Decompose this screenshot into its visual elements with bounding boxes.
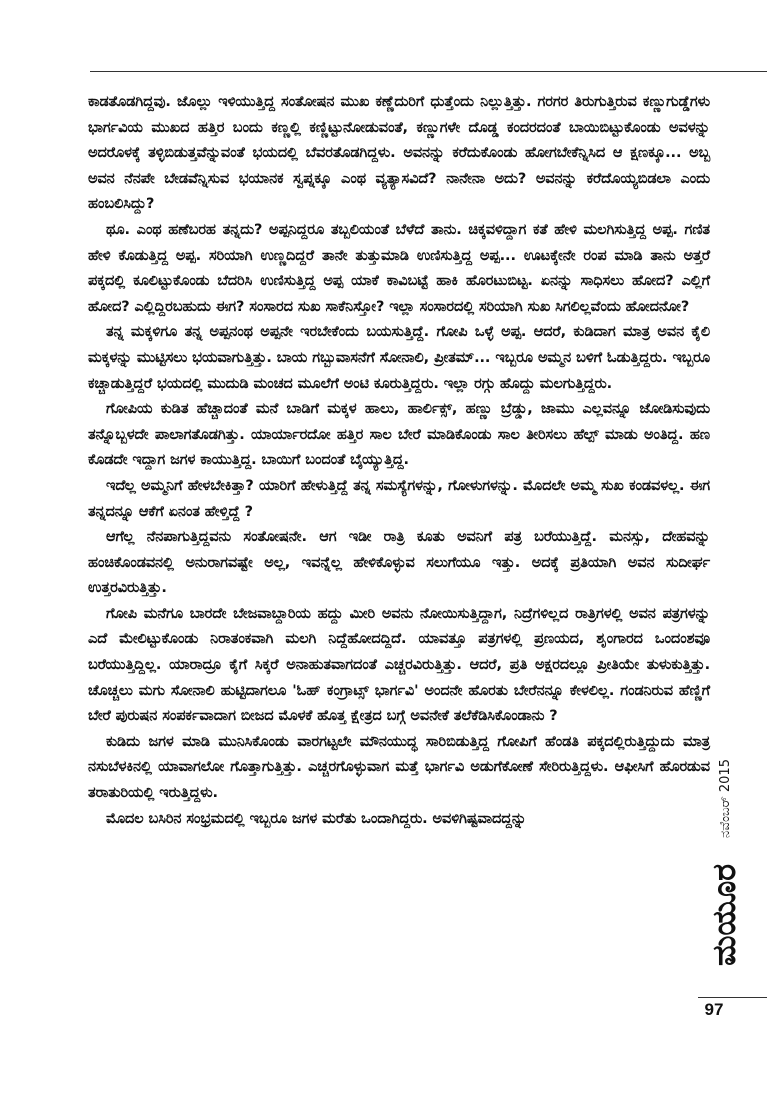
paragraph: ಕುಡಿದು ಜಗಳ ಮಾಡಿ ಮುನಿಸಿಕೊಂಡು ವಾರಗಟ್ಟಲೇ ಮೌನಯುದ್ಧ ಸಾರಿಬಿಡುತ್ತಿದ್ದ ಗೋಪಿಗೆ ಹೆಂಡತಿ ಪಕ್ಕದಲ್ಲಿರುತ್ತಿದ್ದುದು ಮಾತ್ರ ನಸುಬೆಳಕಿನಲ್ಲಿ ಯಾವಾಗಲೋ ಗೊತ್ತಾಗುತ್ತಿತ್ತು. ಎಚ್ಚರಗೊಳ್ಳುವಾಗ ಮತ್ತೆ ಭಾರ್ಗವಿ ಅಡುಗೆಕೋಣೆ ಸೇರಿರುತ್ತಿದ್ದಳು. ಆಫೀಸಿಗೆ ಹೊರಡುವ ತರಾತುರಿಯಲ್ಲಿ ಇರುತ್ತಿದ್ದಳು. (88, 733, 710, 802)
paragraph: ತನ್ನ ಮಕ್ಕಳಿಗೂ ತನ್ನ ಅಪ್ಪನಂಥ ಅಪ್ಪನೇ ಇರಬೇಕೆಂದು ಬಯಸುತ್ತಿದ್ದೆ. ಗೋಪಿ ಒಳ್ಳೆ ಅಪ್ಪ. ಆದರೆ, ಕುಡಿದಾಗ ಮಾತ್ರ ಅವನ ಕೈಲಿ ಮಕ್ಕಳನ್ನು ಮುಟ್ಟಿಸಲು ಭಯವಾಗುತ್ತಿತ್ತು. ಬಾಯ ಗಬ್ಬುವಾಸನೆಗೆ ಸೋನಾಲಿ, ಪ್ರೀತಮ್... ಇಬ್ಬರೂ ಅಮ್ಮನ ಬಳಿಗೆ ಓಡುತ್ತಿದ್ದರು. ಇಬ್ಬರೂ ಕಚ್ಚಾಡುತ್ತಿದ್ದರೆ ಭಯದಲ್ಲಿ ಮುದುಡಿ ಮಂಚದ ಮೂಲೆಗೆ ಅಂಟಿ ಕೂರುತ್ತಿದ್ದರು. ಇಲ್ಲಾ ರಗ್ಗು ಹೊದ್ದು ಮಲಗುತ್ತಿದ್ದರು. (88, 324, 710, 392)
paragraph: ಮೊದಲ ಬಸಿರಿನ ಸಂಭ್ರಮದಲ್ಲಿ ಇಬ್ಬರೂ ಜಗಳ ಮರೆತು ಒಂದಾಗಿದ್ದರು. ಅವಳಿಗಿಷ್ಟವಾದದ್ದನ್ನು (106, 810, 527, 827)
paragraph: ಗೋಪಿ ಮನೆಗೂ ಬಾರದೇ ಬೇಜವಾಬ್ದಾರಿಯ ಹದ್ದು ಮೀರಿ ಅವನು ನೋಯಿಸುತ್ತಿದ್ದಾಗ, ನಿದ್ರೆಗಳಿಲ್ಲದ ರಾತ್ರಿಗಳಲ್ಲಿ ಅವನ ಪತ್ರಗಳನ್ನು ಎದೆ ಮೇಲಿಟ್ಟುಕೊಂಡು ನಿರಾತಂಕವಾಗಿ ಮಲಗಿ ನಿದ್ದೆಹೋದದ್ದಿದೆ. ಯಾವತ್ತೂ ಪತ್ರಗಳಲ್ಲಿ ಪ್ರಣಯದ, ಶೃಂಗಾರದ ಒಂದಂಶವೂ ಬರೆಯುತ್ತಿದ್ದಿಲ್ಲ. ಯಾರಾದ್ರೂ ಕೈಗೆ ಸಿಕ್ಕರೆ ಅನಾಹುತವಾಗದಂತೆ ಎಚ್ಚರವಿರುತ್ತಿತ್ತು. ಆದರೆ, ಪ್ರತಿ ಅಕ್ಷರದಲ್ಲೂ ಪ್ರೀತಿಯೇ ತುಳುಕುತ್ತಿತ್ತು. ಚೊಚ್ಚಲು ಮಗು ಸೋನಾಲಿ ಹುಟ್ಟಿದಾಗಲೂ 'ಓಹ್ ಕಂಗ್ರಾಟ್ಸ್ ಭಾರ್ಗವಿ' ಅಂದನೇ ಹೊರತು ಬೇರೆನನ್ನೂ ಕೇಳಲಿಲ್ಲ. ಗಂಡನಿರುವ ಹೆಣ್ಣಿಗೆ ಬೇರೆ ಪುರುಷನ ಸಂಪರ್ಕವಾದಾಗ ಬೀಜದ ಮೊಳಕೆ ಹೊತ್ತ ಕ್ಷೇತ್ರದ ಬಗ್ಗೆ ಅವನೇಕೆ ತಲೆಕೆಡಿಸಿಕೊಂಡಾನು ? (88, 605, 710, 725)
footer-rule (698, 997, 767, 998)
header-rule (90, 71, 767, 72)
paragraph: ಕಾಡತೊಡಗಿದ್ದವು. ಜೊಲ್ಲು ಇಳಿಯುತ್ತಿದ್ದ ಸಂತೋಷನ ಮುಖ ಕಣ್ಣೆದುರಿಗೆ ಧುತ್ತೆಂದು ನಿಲ್ಲುತ್ತಿತ್ತು. ಗರಗರ ತಿರುಗುತ್ತಿರುವ ಕಣ್ಣುಗುಡ್ಡೆಗಳು ಭಾರ್ಗವಿಯ ಮುಖದ ಹತ್ತಿರ ಬಂದು ಕಣ್ಣಲ್ಲಿ ಕಣ್ಣಿಟ್ಟುನೋಡುವಂತೆ, ಕಣ್ಣುಗಳೇ ದೊಡ್ಡ ಕಂದರದಂತೆ ಬಾಯಿಬಿಟ್ಟುಕೊಂಡು ಅವಳನ್ನು ಅದರೊಳಕ್ಕೆ ತಳ್ಳಿಬಿಡುತ್ತವೆನ್ನುವಂತೆ ಭಯದಲ್ಲಿ ಬೆವರತೊಡಗಿದ್ದಳು. ಅವನನ್ನು ಕರೆದುಕೊಂಡು ಹೋಗಬೇಕೆನ್ನಿಸಿದ ಆ ಕ್ಷಣಕ್ಕೂ... ಅಬ್ಬ ಅವನ ನೆನಪೇ ಬೇಡವೆನ್ನಿಸುವ ಭಯಾನಕ ಸ್ವಪ್ನಕ್ಕೂ ಎಂಥ ವ್ಯತ್ಯಾಸವಿದೆ? ನಾನೇನಾ ಅದು? ಅವನನ್ನು ಕರೆದೊಯ್ಯಬಿಡಲಾ ಎಂದು ಹಂಬಲಿಸಿದ್ದು? (88, 94, 710, 213)
paragraph: ಆಗೆಲ್ಲ ನೆನಪಾಗುತ್ತಿದ್ದವನು ಸಂತೋಷನೇ. ಆಗ ಇಡೀ ರಾತ್ರಿ ಕೂತು ಅವನಿಗೆ ಪತ್ರ ಬರೆಯುತ್ತಿದ್ದೆ. ಮನಸ್ಸು, ದೇಹವನ್ನು ಹಂಚಿಕೊಂಡವನಲ್ಲಿ ಅನುರಾಗವಷ್ಟೇ ಅಲ್ಲ, ಇವನ್ನೆಲ್ಲ ಹೇಳಿಕೊಳ್ಳುವ ಸಲುಗೆಯೂ ಇತ್ತು. ಅದಕ್ಕೆ ಪ್ರತಿಯಾಗಿ ಅವನ ಸುದೀರ್ಘ ಉತ್ತರವಿರುತ್ತಿತ್ತು. (88, 529, 710, 597)
magazine-name: ಮಯೂರ (705, 863, 743, 967)
magazine-sidebar (706, 740, 746, 980)
paragraph: ಥೂ. ಎಂಥ ಹಣೆಬರಹ ತನ್ನದು? ಅಪ್ಪನಿದ್ದರೂ ತಬ್ಬಲಿಯಂತೆ ಬೆಳೆದೆ ತಾನು. ಚಿಕ್ಕವಳಿದ್ದಾಗ ಕತೆ ಹೇಳಿ ಮಲಗಿಸುತ್ತಿದ್ದ ಅಪ್ಪ. ಗಣಿತ ಹೇಳಿ ಕೊಡುತ್ತಿದ್ದ ಅಪ್ಪ. ಸರಿಯಾಗಿ ಉಣ್ಣದಿದ್ದರೆ ತಾನೇ ತುತ್ತುಮಾಡಿ ಉಣಿಸುತ್ತಿದ್ದ ಅಪ್ಪ... ಊಟಕ್ಕೇನೇ ರಂಪ ಮಾಡಿ ತಾನು ಅತ್ತರೆ ಪಕ್ಕದಲ್ಲಿ ಕೂಲಿಟ್ಟುಕೊಂಡು ಬೆದರಿಸಿ ಉಣಿಸುತ್ತಿದ್ದ ಅಪ್ಪ ಯಾಕೆ ಕಾವಿಬಟ್ಟೆ ಹಾಕಿ ಹೊರಟುಬಿಟ್ಟ. ಏನನ್ನು ಸಾಧಿಸಲು ಹೋದ? ಎಲ್ಲಿಗೆ ಹೋದ? ಎಲ್ಲಿದ್ದಿರಬಹುದು ಈಗ? ಸಂಸಾರದ ಸುಖ ಸಾಕೆನಿಸ್ತೋ? ಇಲ್ಲಾ ಸಂಸಾರದಲ್ಲಿ ಸರಿಯಾಗಿ ಸುಖ ಸಿಗಲಿಲ್ಲವೆಂದು ಹೋದನೋ? (88, 221, 710, 315)
page-number: 97 (704, 1000, 724, 1019)
issue-date: ನವೆಂಬರ್ 2015 (718, 759, 733, 839)
article-body (88, 90, 710, 832)
paragraph: ಗೋಪಿಯ ಕುಡಿತ ಹೆಚ್ಚಾದಂತೆ ಮನೆ ಬಾಡಿಗೆ ಮಕ್ಕಳ ಹಾಲು, ಹಾರ್ಲಿಕ್ಸ್, ಹಣ್ಣು ಬ್ರೆಡ್ಡು, ಜಾಮು ಎಲ್ಲವನ್ನೂ ಜೋಡಿಸುವುದು ತನ್ನೊಬ್ಬಳದೇ ಪಾಲಾಗತೊಡಗಿತ್ತು. ಯಾರ್ಯಾರದೋ ಹತ್ತಿರ ಸಾಲ ಬೇರೆ ಮಾಡಿಕೊಂಡು ಸಾಲ ತೀರಿಸಲು ಹೆಲ್ಪ್ ಮಾಡು ಅಂತಿದ್ದ. ಹಣ ಕೊಡದೇ ಇದ್ದಾಗ ಜಗಳ ಕಾಯುತ್ತಿದ್ದ. ಬಾಯಿಗೆ ಬಂದಂತೆ ಬೈಯ್ಯುತ್ತಿದ್ದ. (88, 401, 710, 469)
paragraph: ಇದೆಲ್ಲ ಅಮ್ಮನಿಗೆ ಹೇಳಬೇಕಿತ್ತಾ? ಯಾರಿಗೆ ಹೇಳುತ್ತಿದ್ದೆ ತನ್ನ ಸಮಸ್ಯೆಗಳನ್ನು, ಗೋಳುಗಳನ್ನು. ಮೊದಲೇ ಅಮ್ಮ ಸುಖ ಕಂಡವಳಲ್ಲ. ಈಗ ತನ್ನದನ್ನೂ ಆಕೆಗೆ ಏನಂತ ಹೇಳ್ತಿದ್ದೆ ? (88, 477, 710, 520)
